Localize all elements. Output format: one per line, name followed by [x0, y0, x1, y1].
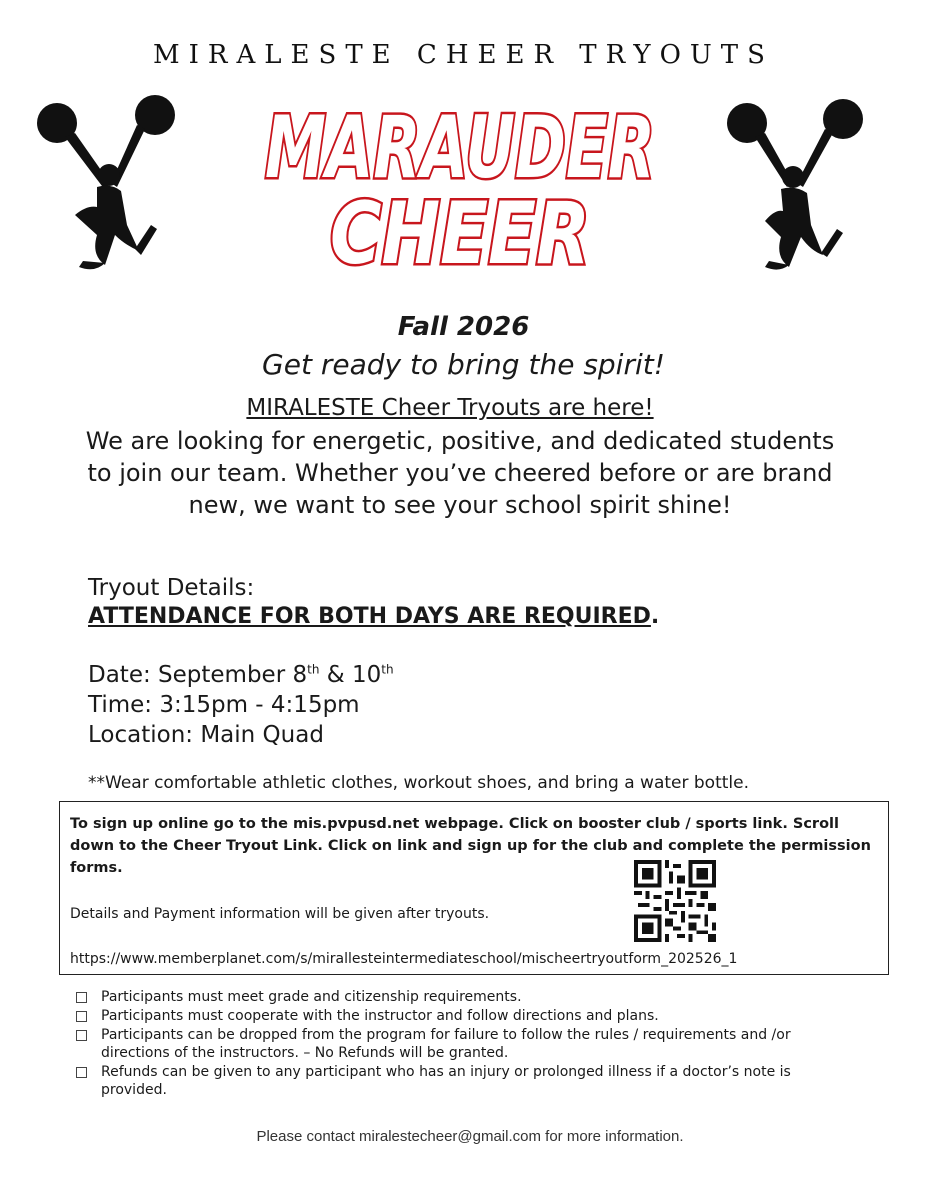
attendance-text: ATTENDANCE FOR BOTH DAYS ARE REQUIRED [88, 604, 651, 629]
date-sup2: th [381, 662, 394, 677]
rule-text: Participants must cooperate with the instructor and follow directions and plans. [101, 1008, 659, 1024]
checkbox-icon [76, 1030, 87, 1041]
cheerleader-right-icon [725, 95, 865, 275]
date-line [88, 662, 394, 688]
season-title: Fall 2026 [397, 312, 530, 342]
cheerleader-left-icon [35, 95, 175, 275]
list-item [76, 988, 856, 1006]
rules-list [76, 988, 856, 1100]
checkbox-icon [76, 992, 87, 1003]
page-header: MIRALESTE CHEER TRYOUTS [153, 40, 774, 70]
date-mid: & 10 [319, 662, 382, 688]
marauder-cheer-logo [240, 95, 680, 285]
headline: MIRALESTE Cheer Tryouts are here! [246, 395, 654, 421]
date-text: Date: September 8 [88, 662, 308, 688]
list-item [76, 1007, 856, 1025]
payment-note: Details and Payment information will be given after tryouts. [70, 906, 490, 922]
rule-text: Refunds can be given to any participant who has an injury or prolonged illness if a doctor’s note is provided. [101, 1064, 791, 1098]
details-label: Tryout Details: [88, 575, 255, 601]
rule-text: Participants must meet grade and citizenship requirements. [101, 989, 522, 1005]
checkbox-icon [76, 1011, 87, 1022]
time-line: Time: 3:15pm - 4:15pm [88, 692, 360, 718]
attendance-suffix: . [650, 604, 660, 629]
tagline: Get ready to bring the spirit! [262, 348, 665, 381]
signup-link[interactable]: https://www.memberplanet.com/s/mirallesteintermediateschool/mischeertryoutform_202526_1 [70, 951, 738, 967]
qr-code-icon[interactable] [634, 860, 716, 942]
location-line: Location: Main Quad [88, 722, 324, 748]
list-item [76, 1026, 856, 1062]
intro-paragraph: We are looking for energetic, positive, and dedicated students to join our team. Whether you’ve cheered before or are brand new, we want to see your school spirit shine! [85, 427, 835, 519]
checkbox-icon [76, 1067, 87, 1078]
attendance-note [88, 604, 659, 629]
logo-line2: CHEER [330, 184, 590, 284]
rule-text: Participants can be dropped from the program for failure to follow the rules / requirements and /or directions of the instructors. – No Refunds will be granted. [101, 1027, 791, 1061]
signup-instructions: To sign up online go to the mis.pvpusd.net webpage. Click on booster club / sports link. Scroll down to the Cheer Tryout Link. Click on link and sign up for the club and complete the permission forms. [70, 816, 871, 876]
list-item [76, 1063, 856, 1099]
date-sup1: th [307, 662, 320, 677]
logo-line1: MARAUDER [265, 98, 655, 198]
contact-line: Please contact miralestecheer@gmail.com for more information. [256, 1128, 684, 1145]
wear-note: **Wear comfortable athletic clothes, workout shoes, and bring a water bottle. [88, 773, 749, 793]
